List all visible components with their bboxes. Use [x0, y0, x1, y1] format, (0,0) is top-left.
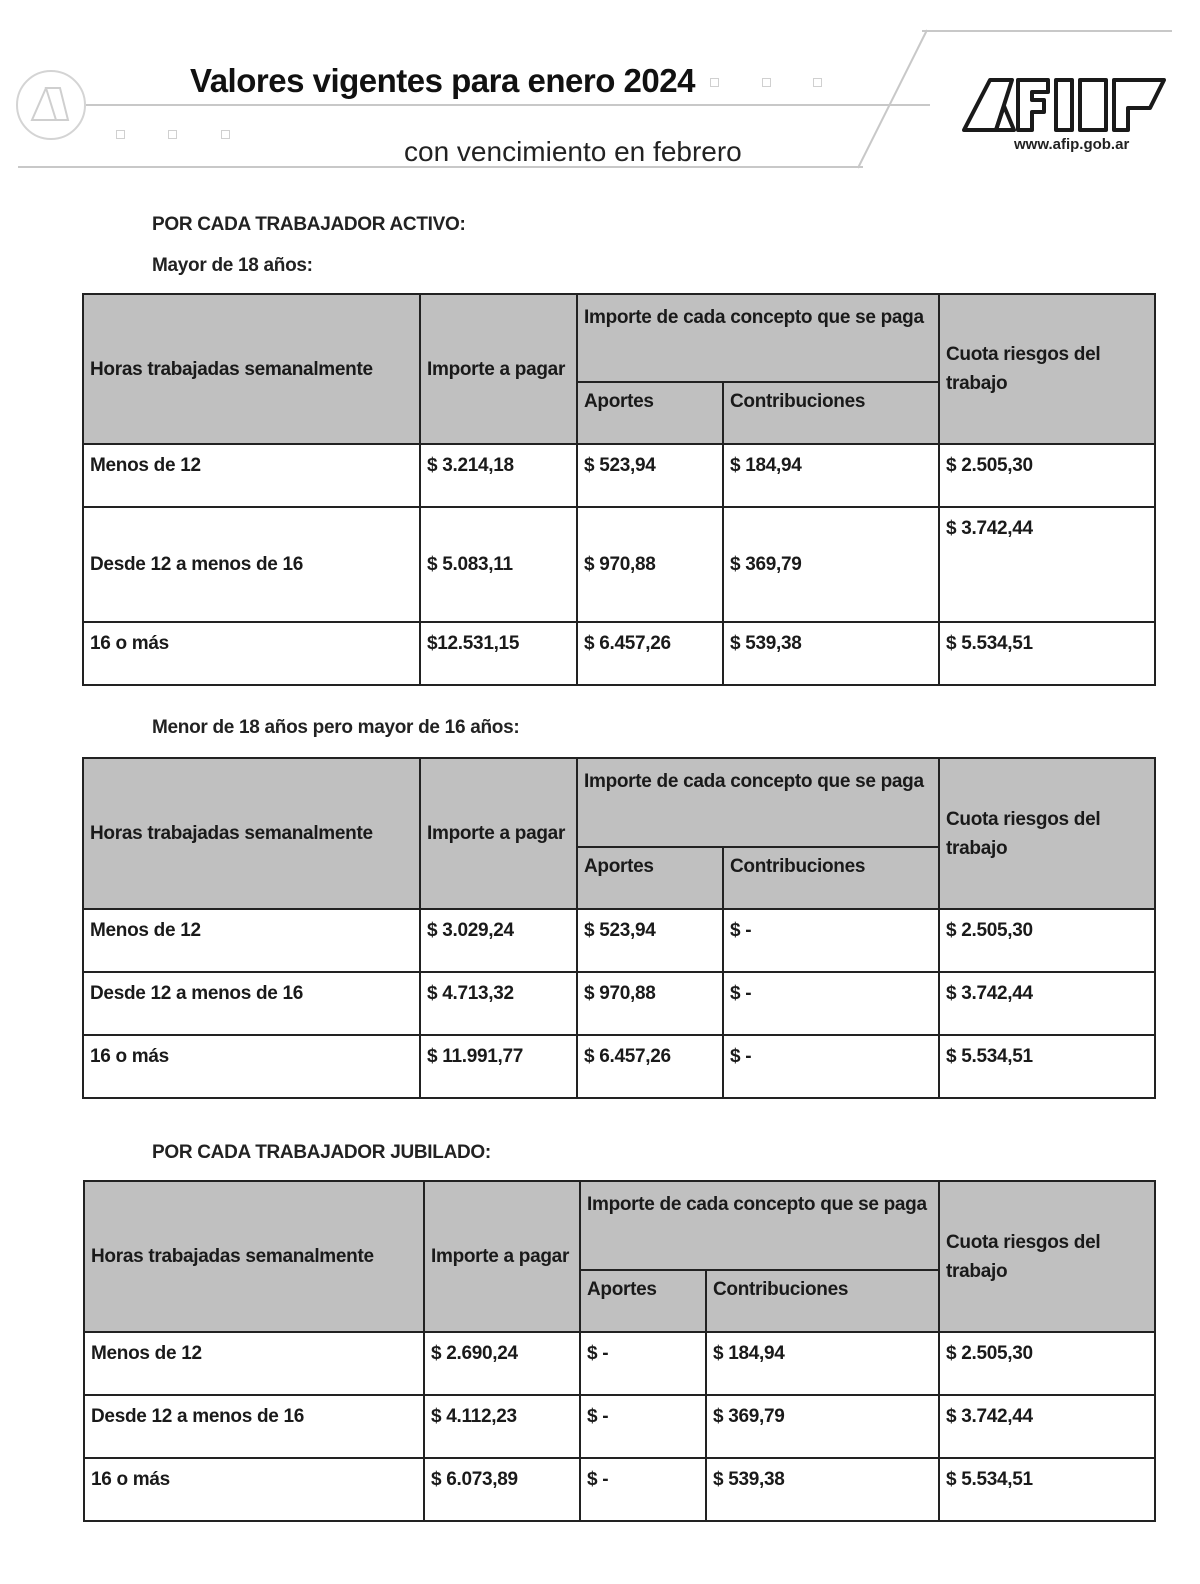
- subsection-label-mayor-18: Mayor de 18 años:: [152, 255, 313, 276]
- column-header-aportes: Aportes: [577, 382, 723, 444]
- table-row: [83, 622, 1155, 685]
- cell-aportes: $ 523,94: [577, 909, 723, 972]
- cell-contribuciones: $ 539,38: [723, 622, 939, 685]
- cell-horas: 16 o más: [83, 1035, 420, 1098]
- decor-square: [762, 78, 771, 87]
- table-row: [84, 1458, 1155, 1521]
- table-row: [83, 909, 1155, 972]
- column-header-aportes: Aportes: [577, 847, 723, 909]
- cell-horas: Menos de 12: [83, 909, 420, 972]
- cell-importe: $ 3.029,24: [420, 909, 577, 972]
- table-row: [83, 444, 1155, 507]
- cell-aportes: $ 6.457,26: [577, 1035, 723, 1098]
- cell-aportes: $ 970,88: [577, 507, 723, 622]
- column-header-cuota: Cuota riesgos del trabajo: [939, 1181, 1155, 1332]
- column-header-contribuciones: Contribuciones: [723, 847, 939, 909]
- decor-square: [168, 130, 177, 139]
- cell-horas: 16 o más: [84, 1458, 424, 1521]
- column-header-importe: Importe a pagar: [420, 294, 577, 444]
- section-heading-jubilado: POR CADA TRABAJADOR JUBILADO:: [152, 1142, 491, 1163]
- cell-horas: Desde 12 a menos de 16: [83, 507, 420, 622]
- cell-aportes: $ 6.457,26: [577, 622, 723, 685]
- cell-cuota: $ 2.505,30: [939, 1332, 1155, 1395]
- table-row: [83, 507, 1155, 622]
- cell-cuota: $ 3.742,44: [939, 1395, 1155, 1458]
- column-header-concepto: Importe de cada concepto que se paga: [580, 1181, 939, 1270]
- cell-cuota: $ 5.534,51: [939, 1035, 1155, 1098]
- table-row: [84, 1395, 1155, 1458]
- subsection-label-menor-18: Menor de 18 años pero mayor de 16 años:: [152, 717, 520, 738]
- column-header-concepto: Importe de cada concepto que se paga: [577, 758, 939, 847]
- cell-horas: Menos de 12: [84, 1332, 424, 1395]
- decor-square: [710, 78, 719, 87]
- header-rule-upper: [80, 104, 930, 106]
- cell-contribuciones: $ 369,79: [723, 507, 939, 622]
- cell-importe: $12.531,15: [420, 622, 577, 685]
- column-header-cuota: Cuota riesgos del trabajo: [939, 294, 1155, 444]
- cell-aportes: $ -: [580, 1332, 706, 1395]
- cell-aportes: $ 523,94: [577, 444, 723, 507]
- table-row: [83, 972, 1155, 1035]
- column-header-concepto: Importe de cada concepto que se paga: [577, 294, 939, 382]
- table-jubilado: [83, 1180, 1156, 1522]
- cell-aportes: $ -: [580, 1395, 706, 1458]
- cell-importe: $ 4.112,23: [424, 1395, 580, 1458]
- table-row: [83, 1035, 1155, 1098]
- cell-cuota: $ 3.742,44: [939, 507, 1155, 622]
- column-header-importe: Importe a pagar: [424, 1181, 580, 1332]
- cell-cuota: $ 2.505,30: [939, 909, 1155, 972]
- table-row: [84, 1332, 1155, 1395]
- column-header-aportes: Aportes: [580, 1270, 706, 1332]
- cell-cuota: $ 5.534,51: [939, 1458, 1155, 1521]
- cell-contribuciones: $ 539,38: [706, 1458, 939, 1521]
- cell-cuota: $ 2.505,30: [939, 444, 1155, 507]
- decor-square: [116, 130, 125, 139]
- table-activo-mayor-18: [82, 293, 1156, 686]
- cell-aportes: $ 970,88: [577, 972, 723, 1035]
- cell-horas: Menos de 12: [83, 444, 420, 507]
- cell-importe: $ 11.991,77: [420, 1035, 577, 1098]
- decor-square: [221, 130, 230, 139]
- cell-importe: $ 2.690,24: [424, 1332, 580, 1395]
- cell-importe: $ 6.073,89: [424, 1458, 580, 1521]
- cell-importe: $ 4.713,32: [420, 972, 577, 1035]
- afip-emblem-icon: [16, 70, 86, 140]
- table-activo-menor-18: [82, 757, 1156, 1099]
- cell-contribuciones: $ 369,79: [706, 1395, 939, 1458]
- column-header-contribuciones: Contribuciones: [723, 382, 939, 444]
- cell-aportes: $ -: [580, 1458, 706, 1521]
- cell-cuota: $ 5.534,51: [939, 622, 1155, 685]
- cell-importe: $ 5.083,11: [420, 507, 577, 622]
- column-header-horas: Horas trabajadas semanalmente: [84, 1181, 424, 1332]
- cell-cuota: $ 3.742,44: [939, 972, 1155, 1035]
- column-header-cuota: Cuota riesgos del trabajo: [939, 758, 1155, 909]
- column-header-contribuciones: Contribuciones: [706, 1270, 939, 1332]
- cell-contribuciones: $ 184,94: [706, 1332, 939, 1395]
- page-subtitle: con vencimiento en febrero: [404, 136, 742, 167]
- section-heading-activo: POR CADA TRABAJADOR ACTIVO:: [152, 214, 466, 235]
- cell-horas: Desde 12 a menos de 16: [84, 1395, 424, 1458]
- afip-logo-icon: [960, 72, 1170, 136]
- cell-contribuciones: $ -: [723, 1035, 939, 1098]
- column-header-horas: Horas trabajadas semanalmente: [83, 294, 420, 444]
- page-title: Valores vigentes para enero 2024: [190, 62, 695, 99]
- decor-square: [813, 78, 822, 87]
- header-diagonal-line: [855, 28, 930, 170]
- header-rule-top-right: [922, 30, 1172, 32]
- column-header-importe: Importe a pagar: [420, 758, 577, 909]
- cell-importe: $ 3.214,18: [420, 444, 577, 507]
- cell-contribuciones: $ 184,94: [723, 444, 939, 507]
- cell-contribuciones: $ -: [723, 909, 939, 972]
- cell-horas: Desde 12 a menos de 16: [83, 972, 420, 1035]
- cell-contribuciones: $ -: [723, 972, 939, 1035]
- column-header-horas: Horas trabajadas semanalmente: [83, 758, 420, 909]
- cell-horas: 16 o más: [83, 622, 420, 685]
- afip-website-text: www.afip.gob.ar: [1014, 136, 1130, 153]
